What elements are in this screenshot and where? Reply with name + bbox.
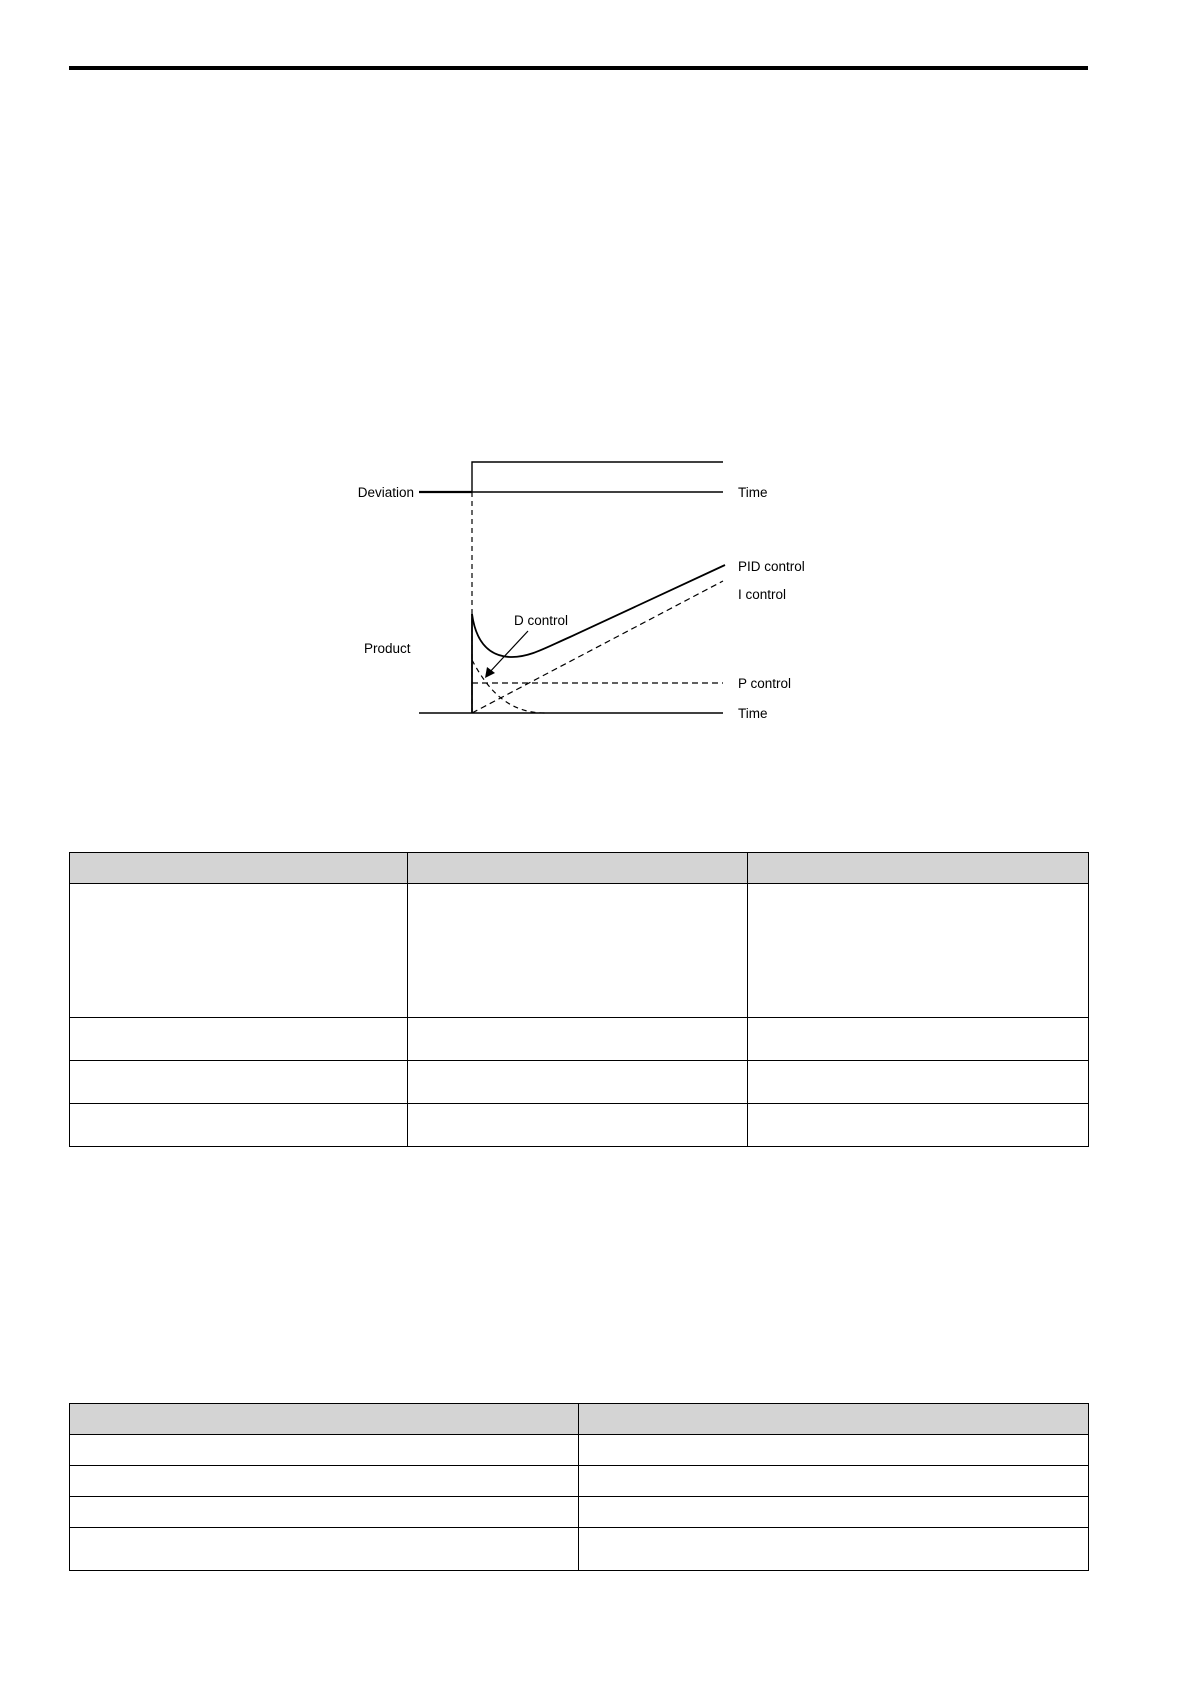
table-header-cell xyxy=(748,853,1089,884)
label-d-control: D control xyxy=(514,613,569,628)
table-cell xyxy=(408,1104,748,1147)
table-row xyxy=(70,1018,1089,1061)
table-cell xyxy=(579,1466,1089,1497)
table-cell xyxy=(70,1466,579,1497)
table-cell xyxy=(408,884,748,1018)
table-row xyxy=(70,1104,1089,1147)
table-row xyxy=(70,1466,1089,1497)
label-time-bottom: Time xyxy=(738,706,768,721)
table-row xyxy=(70,1497,1089,1528)
table-row xyxy=(70,884,1089,1018)
table-cell xyxy=(408,1018,748,1061)
table-cell xyxy=(70,1435,579,1466)
table-header-cell xyxy=(70,1404,579,1435)
table-row xyxy=(70,1061,1089,1104)
label-deviation: Deviation xyxy=(357,485,414,500)
table-cell xyxy=(70,1497,579,1528)
table-cell xyxy=(748,1104,1089,1147)
table-cell xyxy=(70,884,408,1018)
table-cell xyxy=(579,1497,1089,1528)
i-control-line xyxy=(472,581,723,713)
table-cell xyxy=(579,1435,1089,1466)
label-product: Product xyxy=(364,641,411,656)
parameter-table-2 xyxy=(69,1403,1089,1571)
table-cell xyxy=(70,1061,408,1104)
table-cell xyxy=(70,1104,408,1147)
deviation-step xyxy=(472,462,723,492)
parameter-table-1 xyxy=(69,852,1089,1147)
label-pid-control: PID control xyxy=(738,559,805,574)
table-cell xyxy=(408,1061,748,1104)
table-header-row xyxy=(70,1404,1089,1435)
label-time-top: Time xyxy=(738,485,768,500)
table-header-row xyxy=(70,853,1089,884)
table-row xyxy=(70,1435,1089,1466)
header-rule xyxy=(69,66,1088,70)
table-header-cell xyxy=(70,853,408,884)
table-cell xyxy=(579,1528,1089,1571)
table-header-cell xyxy=(408,853,748,884)
label-p-control: P control xyxy=(738,676,792,691)
table-cell xyxy=(70,1528,579,1571)
table-cell xyxy=(70,1018,408,1061)
table-cell xyxy=(748,1061,1089,1104)
pid-control-diagram xyxy=(330,445,830,735)
table-cell xyxy=(748,1018,1089,1061)
table-row xyxy=(70,1528,1089,1571)
table-cell xyxy=(748,884,1089,1018)
pid-control-curve xyxy=(472,565,725,657)
label-i-control: I control xyxy=(738,587,787,602)
table-header-cell xyxy=(579,1404,1089,1435)
d-control-curve xyxy=(472,660,545,713)
